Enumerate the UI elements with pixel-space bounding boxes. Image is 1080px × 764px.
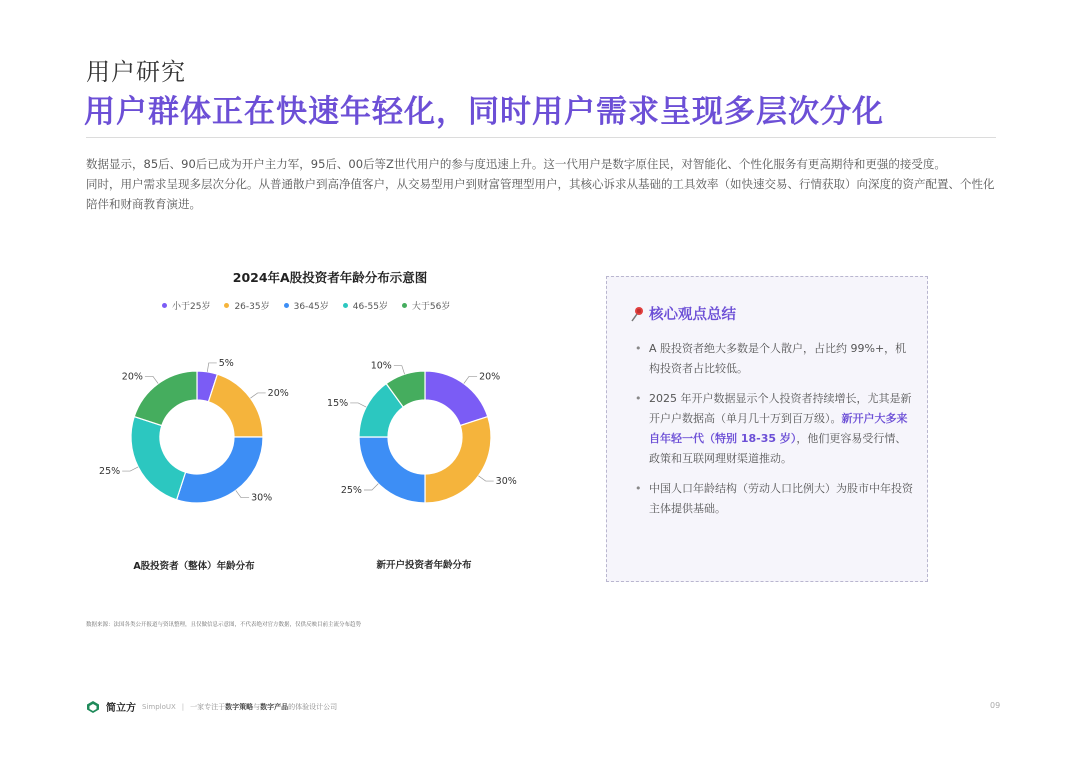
legend-item: [343, 299, 388, 312]
brand-name-en: SimploUX: [142, 702, 176, 711]
intro-text: [86, 154, 1001, 214]
leader-line: [464, 376, 477, 383]
tagline-text: 的体验设计公司: [288, 702, 338, 711]
leader-line: [145, 376, 158, 383]
donut-slice: [208, 374, 263, 437]
summary-item-text: 2025 年开户数据显示个人投资者持续增长，尤其是新开户户数据高（单月几十万到百万级）。: [649, 392, 912, 425]
chart-caption-overall: A股投资者（整体）年龄分布: [133, 561, 255, 572]
legend-item: [284, 299, 329, 312]
donut-slice: [425, 417, 491, 503]
chart-caption-new-accounts: 新开户投资者年龄分布: [376, 560, 472, 571]
summary-title-text: 核心观点总结: [649, 307, 736, 323]
tagline-text: 与: [253, 702, 261, 711]
leader-line: [122, 467, 138, 471]
legend-label: 大于56岁: [411, 302, 451, 312]
summary-item: [633, 389, 915, 469]
data-label: 5%: [218, 357, 234, 369]
pushpin-icon: [631, 306, 645, 322]
data-label: 30%: [251, 492, 273, 504]
leader-line: [250, 393, 265, 398]
leader-line: [350, 403, 366, 407]
donut-slice: [177, 437, 263, 503]
summary-panel: [606, 276, 928, 582]
summary-title: [631, 303, 736, 324]
legend-label: 36-45岁: [293, 302, 329, 312]
tagline-emphasis: 数字产品: [260, 702, 289, 711]
legend-dot: [402, 303, 407, 308]
page-number: 09: [990, 701, 1001, 710]
data-label: 25%: [340, 485, 362, 497]
leader-line: [364, 484, 378, 490]
data-label: 10%: [370, 360, 392, 372]
legend-item: [402, 299, 450, 312]
tagline-emphasis: 数字策略: [225, 702, 254, 711]
legend-label: 26-35岁: [234, 302, 270, 312]
source-footnote: 数据来源：法国各类公开报道与资讯整理，且仅做信息示意图，不代表绝对官方数据，仅供反映目前主流分布趋势: [86, 622, 362, 628]
summary-item-text: ，他们更容易受行情、政策和互联网理财渠道推动。: [649, 432, 907, 465]
data-label: 20%: [121, 371, 143, 383]
donut-slice: [359, 437, 425, 503]
legend-label: 46-55岁: [352, 302, 388, 312]
summary-item: • 中国人口年龄结构（劳动人口比例大）为股市中年投资主体提供基础。: [633, 479, 915, 519]
data-label: 30%: [495, 476, 517, 488]
summary-list: [633, 339, 915, 529]
tagline-text: 一家专注于: [190, 702, 226, 711]
section-label: 用户研究: [86, 58, 186, 86]
header-divider: [86, 137, 996, 138]
brand-logo-icon: [86, 700, 100, 714]
brand-tagline: [190, 702, 337, 712]
leader-line: [478, 476, 493, 481]
legend-label: 小于25岁: [172, 302, 211, 312]
brand-name: 简立方: [106, 703, 136, 714]
data-label: 15%: [327, 397, 349, 409]
intro-paragraph-1: 数据显示，85后、90后已成为开户主力军，95后、00后等Z世代用户的参与度迅速上升。这一代用户是数字原住民，对智能化、个性化服务有更高期待和更强的接受度。: [86, 157, 946, 171]
page-headline: 用户群体正在快速年轻化，同时用户需求呈现多层次分化: [84, 94, 884, 130]
donut-slice: [134, 371, 197, 426]
data-label: 20%: [267, 387, 289, 399]
donut-slice: [131, 417, 186, 500]
footer-separator: |: [181, 702, 185, 711]
donut-charts: [80, 340, 540, 540]
summary-highlight: 新开户大多来自年轻一代（特别 18-35 岁）: [649, 412, 908, 445]
legend-dot: [343, 303, 348, 308]
data-label: 20%: [479, 371, 501, 383]
page-footer: [86, 699, 337, 714]
legend-dot: [162, 303, 167, 308]
leader-line: [207, 363, 216, 372]
legend-item: [162, 299, 210, 312]
summary-item: • A 股投资者绝大多数是个人散户，占比约 99%+，机构投资者占比较低。: [633, 339, 915, 379]
chart-legend: [162, 299, 450, 312]
chart-title: 2024年A股投资者年龄分布示意图: [232, 270, 428, 285]
intro-paragraph-2: 同时，用户需求呈现多层次分化。从普通散户到高净值客户，从交易型用户到财富管理型用户，其核心诉求从基础的工具效率（如快速交易、行情获取）向深度的资产配置、个性化陪伴和财商教育演进。: [86, 177, 995, 211]
data-label: 25%: [99, 466, 121, 478]
legend-dot: [284, 303, 289, 308]
legend-dot: [224, 303, 229, 308]
leader-line: [394, 366, 405, 375]
legend-item: [224, 299, 269, 312]
leader-line: [236, 490, 249, 497]
